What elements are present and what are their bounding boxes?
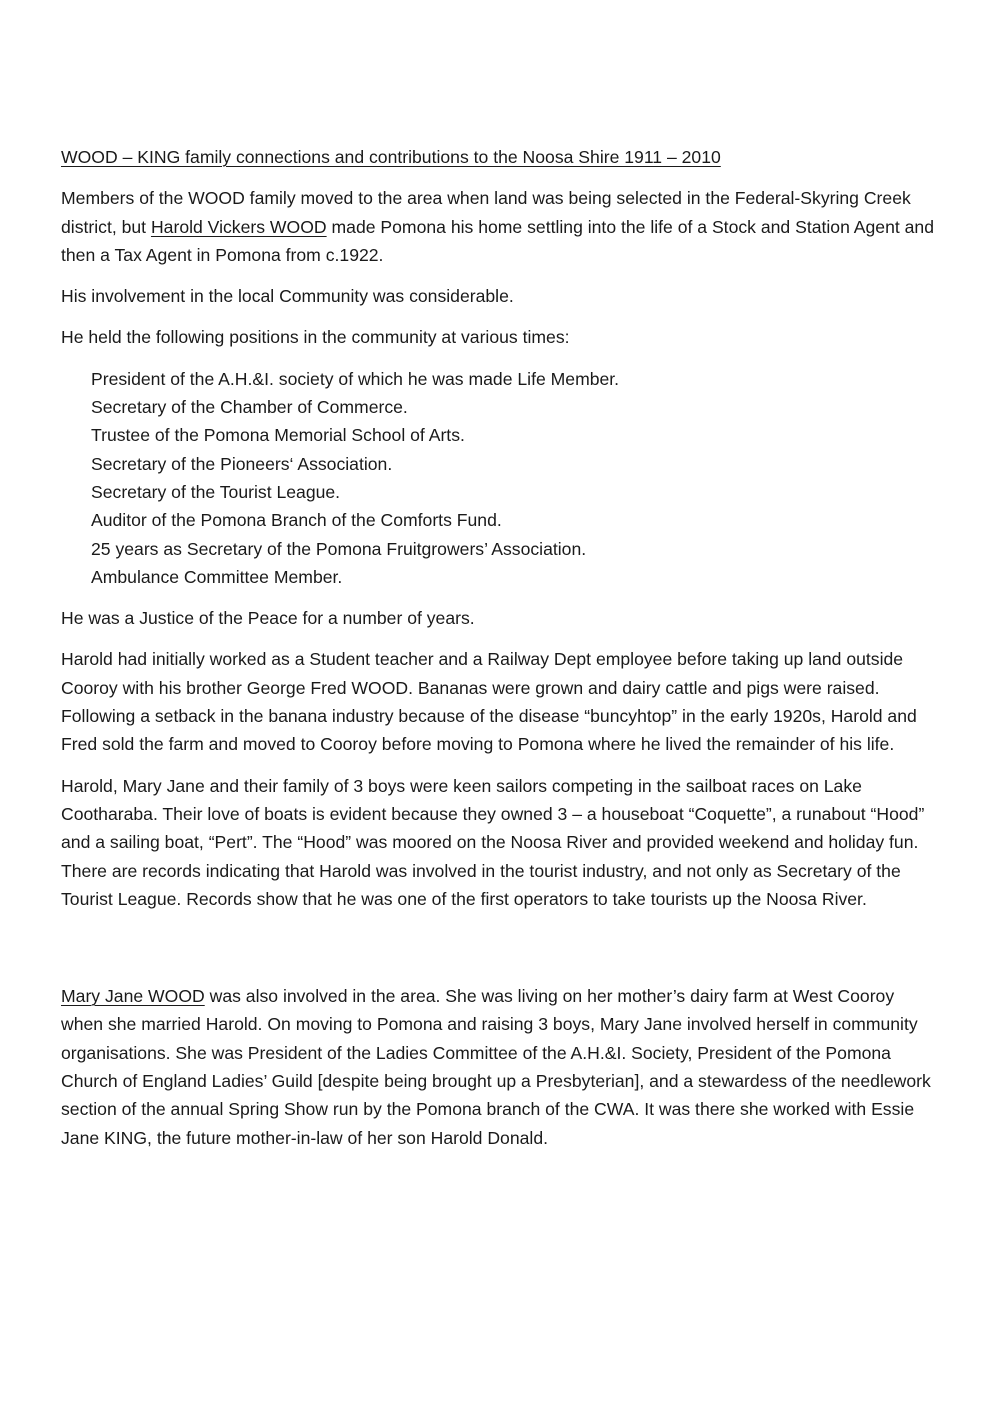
paragraph-mary-jane-wood: [61, 982, 941, 1152]
paragraph-sailing: Harold, Mary Jane and their family of 3 boys were keen sailors competing in the sailboat races on Lake Cootharaba. Their love of boats is evident because they owned 3 – a houseboat “Coquette”, a runabout “Hood” and a sailing boat, “Pert”. The “Hood” was moored on the Noosa River and provided weekend and holiday fun. There are records indicating that Harold was involved in the tourist industry, and not only as Secretary of the Tourist League. Records show that he was one of the first operators to take tourists up the Noosa River.: [61, 775, 925, 909]
position-item: Secretary of the Chamber of Commerce.: [91, 397, 408, 418]
paragraph-early-career: Harold had initially worked as a Student teacher and a Railway Dept employee before taking up land outside Cooroy with his brother George Fred WOOD. Bananas were grown and dairy cattle and pigs were raised. Following a setback in the banana industry because of the disease “buncyhtop” in the early 1920s, Harold and Fred sold the farm and moved to Cooroy before moving to Pomona where he lived the remainder of his life.: [61, 649, 917, 755]
paragraph-text: was also involved in the area. She was living on her mother’s dairy farm at West Cooroy when she married Harold. On moving to Pomona and raising 3 boys, Mary Jane involved herself in community organisations. She was President of the Ladies Committee of the A.H.&I. Society, President of the Pomona Church of England Ladies’ Guild [despite being brought up a Presbyterian], and a stewardess of the needlework section of the annual Spring Show run by the Pomona branch of the CWA. It was there she worked with Essie Jane KING, the future mother-in-law of her son Harold Donald.: [61, 986, 931, 1148]
person-name-harold-vickers-wood: Harold Vickers WOOD: [150, 216, 327, 237]
positions-list: [91, 365, 941, 591]
paragraph-text: Members of the WOOD family moved to the area when land was being selected in the Federal-Skyring Creek district, but: [61, 188, 911, 237]
document-page: [61, 143, 941, 1165]
paragraph-positions-intro: He held the following positions in the community at various times:: [61, 327, 570, 348]
paragraph-wood-family-arrival: [61, 184, 941, 269]
position-item: Trustee of the Pomona Memorial School of Arts.: [91, 425, 465, 446]
paragraph-justice-of-peace: He was a Justice of the Peace for a number of years.: [61, 608, 475, 629]
paragraph-text: made Pomona his home settling into the life of a Stock and Station Agent and then a Tax Agent in Pomona from c.1922.: [61, 216, 934, 265]
position-item: 25 years as Secretary of the Pomona Fruitgrowers’ Association.: [91, 538, 587, 559]
blank-line: [61, 926, 941, 982]
position-item: Auditor of the Pomona Branch of the Comforts Fund.: [91, 510, 502, 531]
position-item: Ambulance Committee Member.: [91, 566, 343, 587]
position-item: Secretary of the Pioneers‘ Association.: [91, 453, 393, 474]
position-item: Secretary of the Tourist League.: [91, 481, 341, 502]
paragraph-community-involvement: His involvement in the local Community was considerable.: [61, 286, 514, 307]
document-title: WOOD – KING family connections and contributions to the Noosa Shire 1911 – 2010: [61, 147, 721, 167]
person-name-mary-jane-wood: Mary Jane WOOD: [61, 986, 205, 1007]
position-item: President of the A.H.&I. society of which he was made Life Member.: [91, 368, 620, 389]
